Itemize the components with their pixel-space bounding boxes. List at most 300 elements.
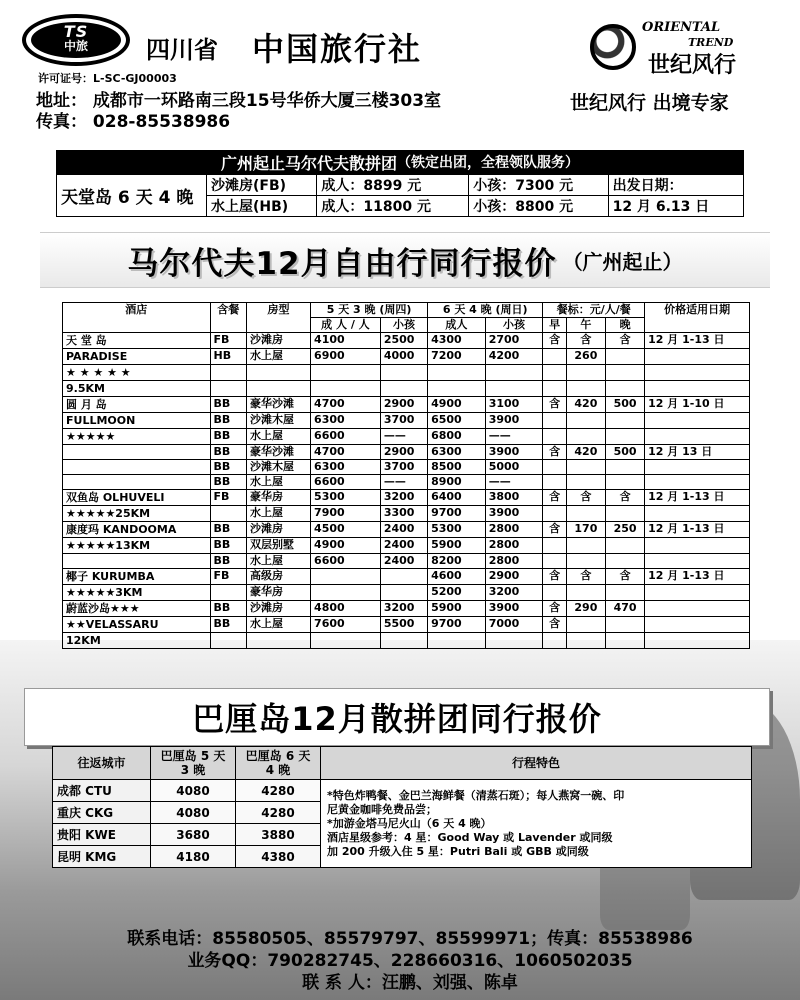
table-row [53,780,752,802]
cell-child-6d: 5000 [485,460,543,475]
cell-meal [210,633,246,649]
price-5d: 3680 [151,824,236,846]
col-valid: 价格适用日期 [645,303,750,333]
adult-price: 成人：8899 元 [317,175,469,196]
cell-child-6d: 7000 [485,617,543,633]
cell-adult-5d [311,381,381,397]
cell-lunch: 260 [566,349,605,365]
table-row [63,349,750,365]
feature-line: *特色炸鸭餐、金巴兰海鲜餐（清蒸石斑）；每人燕窝一碗、印 [327,788,625,802]
feature-line: 酒店星级参考：4 星：Good Way 或 Lavender 或同级 [327,830,613,844]
cell-room-type: 豪华房 [246,490,310,506]
price-6d: 4380 [236,846,321,868]
cell-lunch [566,506,605,522]
cell-adult-5d: 6600 [311,475,381,490]
cell-adult-6d: 4300 [428,333,486,349]
table-row [63,617,750,633]
child-price: 小孩：8800 元 [469,196,608,217]
table-header-row [53,747,752,780]
cell-dinner [605,429,644,445]
itinerary-features [321,780,752,868]
price-5d: 4080 [151,802,236,824]
cell-adult-5d: 6900 [311,349,381,365]
cell-hotel [63,460,211,475]
table-row [63,413,750,429]
table-row [63,475,750,490]
cell-adult-6d: 8900 [428,475,486,490]
cell-valid-dates [645,475,750,490]
cell-lunch [566,633,605,649]
cell-breakfast [543,475,567,490]
cell-valid-dates [645,554,750,569]
cell-room-type: 水上屋 [246,475,310,490]
cell-room-type: 沙滩房 [246,522,310,538]
cell-lunch [566,460,605,475]
price-5d: 4180 [151,846,236,868]
cell-lunch [566,554,605,569]
cell-adult-5d [311,633,381,649]
city: 重庆 CKG [53,802,151,824]
table-row [63,633,750,649]
cell-adult-5d: 6600 [311,554,381,569]
cell-child-6d: 2800 [485,554,543,569]
cell-adult-5d: 7900 [311,506,381,522]
cell-adult-6d [428,633,486,649]
cell-meal: BB [210,429,246,445]
cell-adult-6d: 5900 [428,538,486,554]
cell-lunch: 170 [566,522,605,538]
col-breakfast: 早 [543,318,567,333]
contact-phone: 联系电话：85580505、85579797、85599971；传真：85538986 [127,929,693,949]
table-row [57,175,744,196]
col-dinner: 晚 [605,318,644,333]
cell-child-6d: 3900 [485,506,543,522]
price-6d: 4280 [236,780,321,802]
cell-hotel: 天 堂 岛 [63,333,211,349]
col-child: 小孩 [380,318,427,333]
table-row [63,490,750,506]
cell-dinner [605,365,644,381]
cell-meal: BB [210,538,246,554]
cell-dinner [605,381,644,397]
cell-meal: BB [210,617,246,633]
cell-breakfast [543,460,567,475]
group-tour-subtitle: （铁定出团，全程领队服务） [397,155,579,171]
col-5d3n: 5 天 3 晚 (周四) [311,303,428,318]
cell-adult-5d: 4800 [311,601,381,617]
logo-en-2: TREND [688,36,734,49]
cell-dinner [605,633,644,649]
cell-breakfast [543,554,567,569]
cell-room-type [246,365,310,381]
feature-line: 加 200 升级入住 5 星：Putri Bali 或 GBB 或同级 [327,844,589,858]
cell-breakfast [543,633,567,649]
cell-valid-dates: 12 月 1-13 日 [645,490,750,506]
cell-child-5d [380,569,427,585]
cell-meal: FB [210,569,246,585]
cell-child-6d: 2800 [485,522,543,538]
cell-dinner [605,538,644,554]
cell-hotel: ★★VELASSARU [63,617,211,633]
cell-valid-dates [645,633,750,649]
city: 昆明 KMG [53,846,151,868]
cell-room-type [246,633,310,649]
cell-hotel: 12KM [63,633,211,649]
table-header-row [63,303,750,318]
group-tour-title-main: 广州起止马尔代夫散拼团 [220,153,397,173]
col-adult: 成 人 / 人 [311,318,381,333]
cell-hotel: ★★★★★13KM [63,538,211,554]
cell-adult-6d: 9700 [428,506,486,522]
cell-child-5d: 5500 [380,617,427,633]
cell-valid-dates [645,365,750,381]
child-price: 小孩：7300 元 [469,175,608,196]
cell-adult-5d [311,569,381,585]
table-row [63,445,750,460]
cell-adult-5d: 4700 [311,397,381,413]
cell-adult-5d: 4500 [311,522,381,538]
cell-room-type: 高级房 [246,569,310,585]
cell-meal: BB [210,445,246,460]
cell-adult-5d: 5300 [311,490,381,506]
cell-meal: BB [210,475,246,490]
logo-mark: TS [63,22,89,41]
cell-breakfast: 含 [543,617,567,633]
cell-child-6d [485,381,543,397]
table-row [63,333,750,349]
cell-lunch: 含 [566,333,605,349]
cell-valid-dates [645,349,750,365]
cell-room-type: 水上屋 [246,617,310,633]
maldives-banner-title: 马尔代夫12月自由行同行报价 [127,245,557,282]
cell-hotel: FULLMOON [63,413,211,429]
cell-meal: FB [210,490,246,506]
cell-child-5d: 3200 [380,490,427,506]
cell-adult-6d: 5900 [428,601,486,617]
cell-adult-5d [311,585,381,601]
cell-breakfast: 含 [543,445,567,460]
cell-adult-6d: 6800 [428,429,486,445]
cell-breakfast [543,429,567,445]
cell-meal: FB [210,333,246,349]
cell-valid-dates [645,429,750,445]
cell-hotel [63,445,211,460]
cell-room-type: 水上屋 [246,506,310,522]
cell-breakfast [543,365,567,381]
departure-label: 出发日期： [608,175,743,196]
cell-room-type: 双层别墅 [246,538,310,554]
cell-child-5d: 3300 [380,506,427,522]
cell-valid-dates [645,413,750,429]
table-row [63,601,750,617]
cell-lunch [566,538,605,554]
col-feature: 行程特色 [321,747,752,780]
col-meal-std: 餐标：元/人/餐 [543,303,645,318]
price-6d: 4280 [236,802,321,824]
cell-child-6d: 4200 [485,349,543,365]
cell-room-type [246,381,310,397]
table-row [63,460,750,475]
cell-adult-6d: 7200 [428,349,486,365]
cell-adult-6d [428,365,486,381]
cell-lunch: 含 [566,490,605,506]
col-lunch: 午 [566,318,605,333]
cell-valid-dates: 12 月 1-10 日 [645,397,750,413]
cell-hotel: ★★★★★ [63,429,211,445]
bali-price-table [52,746,752,868]
cell-dinner: 500 [605,397,644,413]
cell-child-6d [485,365,543,381]
cell-lunch [566,365,605,381]
cell-adult-6d: 6400 [428,490,486,506]
cell-dinner: 500 [605,445,644,460]
contact-qq: 业务QQ：790282745、228660316、1060502035 [187,951,633,971]
cell-hotel [63,554,211,569]
cell-child-6d: 3900 [485,413,543,429]
cell-valid-dates [645,460,750,475]
cell-child-5d: 3200 [380,601,427,617]
price-5d: 4080 [151,780,236,802]
table-row [63,365,750,381]
cell-lunch [566,617,605,633]
cell-dinner [605,349,644,365]
room-type: 水上屋(HB) [207,196,317,217]
cell-room-type: 豪华沙滩 [246,445,310,460]
cell-hotel: ★★★★★3KM [63,585,211,601]
col-hotel: 酒店 [63,303,211,333]
cell-lunch: 290 [566,601,605,617]
cell-hotel: 椰子 KURUMBA [63,569,211,585]
cell-valid-dates [645,506,750,522]
cell-valid-dates [645,538,750,554]
cell-room-type: 水上屋 [246,554,310,569]
cell-hotel: 圆 月 岛 [63,397,211,413]
agency-name: 中国旅行社 [252,30,423,68]
departure-date: 12 月 6.13 日 [608,196,743,217]
slogan: 世纪风行 出境专家 [570,92,729,114]
cell-dinner [605,460,644,475]
province: 四川省 [146,36,218,64]
cell-adult-5d: 6300 [311,413,381,429]
fax: 传真： 028-85538986 [36,112,231,132]
cell-adult-5d: 4100 [311,333,381,349]
cell-child-6d: 3900 [485,601,543,617]
feature-line: *加游金塔马尼火山（6 天 4 晚） [327,816,492,830]
col-meal: 含餐 [210,303,246,333]
cell-valid-dates [645,617,750,633]
cell-room-type: 豪华沙滩 [246,397,310,413]
col-child: 小孩 [485,318,543,333]
cell-breakfast: 含 [543,522,567,538]
cell-adult-6d: 9700 [428,617,486,633]
logo-text: 中旅 [63,39,88,53]
cell-child-5d: 4000 [380,349,427,365]
cell-meal [210,506,246,522]
cell-dinner: 含 [605,569,644,585]
cell-dinner [605,585,644,601]
bali-banner-title: 巴厘岛12月散拼团同行报价 [192,700,602,738]
globe-icon [590,24,636,70]
cell-dinner [605,617,644,633]
cell-dinner [605,506,644,522]
cell-child-6d: 3200 [485,585,543,601]
cell-meal: BB [210,601,246,617]
cell-hotel: 双鱼岛 OLHUVELI [63,490,211,506]
cell-child-5d: 3700 [380,413,427,429]
cell-meal: BB [210,522,246,538]
cell-room-type: 豪华房 [246,585,310,601]
table-row [63,397,750,413]
cell-dinner: 含 [605,490,644,506]
table-row [63,538,750,554]
cell-adult-5d: 7600 [311,617,381,633]
cell-breakfast [543,349,567,365]
col-5d3n: 巴厘岛 5 天 3 晚 [151,747,236,780]
adult-price: 成人：11800 元 [317,196,469,217]
cell-meal [210,585,246,601]
cell-meal: BB [210,554,246,569]
cell-child-5d: 3700 [380,460,427,475]
cell-valid-dates: 12 月 13 日 [645,445,750,460]
cell-breakfast: 含 [543,601,567,617]
cell-child-6d: 2800 [485,538,543,554]
cell-adult-6d: 4900 [428,397,486,413]
cell-child-6d: 3100 [485,397,543,413]
cell-valid-dates [645,585,750,601]
cell-meal: BB [210,460,246,475]
cell-hotel: 蔚蓝沙岛★★★ [63,601,211,617]
cell-adult-6d: 8200 [428,554,486,569]
col-adult: 成人 [428,318,486,333]
cell-valid-dates: 12 月 1-13 日 [645,569,750,585]
cell-adult-5d: 6600 [311,429,381,445]
group-tour-table [56,174,744,217]
cell-dinner [605,413,644,429]
cell-child-5d [380,633,427,649]
cell-breakfast [543,413,567,429]
cell-meal: HB [210,349,246,365]
cell-valid-dates [645,381,750,397]
room-type: 沙滩房(FB) [207,175,317,196]
cell-dinner [605,554,644,569]
cell-lunch [566,381,605,397]
cell-child-5d [380,381,427,397]
cell-lunch [566,585,605,601]
cell-hotel: ★★★★★25KM [63,506,211,522]
cell-room-type: 沙滩木屋 [246,460,310,475]
table-row [63,381,750,397]
agency-logo [22,14,130,66]
contact-people: 联 系 人：汪鹏、刘强、陈卓 [302,973,518,993]
group-tour-title [56,150,744,174]
cell-valid-dates: 12 月 1-13 日 [645,333,750,349]
cell-child-6d: 2700 [485,333,543,349]
cell-meal: BB [210,397,246,413]
table-row [63,506,750,522]
cell-child-6d: 3900 [485,445,543,460]
cell-breakfast [543,506,567,522]
cell-lunch: 含 [566,569,605,585]
cell-adult-6d: 6500 [428,413,486,429]
cell-child-5d: 2400 [380,522,427,538]
cell-adult-5d: 6300 [311,460,381,475]
cell-room-type: 沙滩房 [246,333,310,349]
contact-info [60,928,760,994]
cell-adult-6d [428,381,486,397]
logo-cn: 世纪风行 [648,52,737,78]
cell-room-type: 水上屋 [246,349,310,365]
cell-room-type: 沙滩木屋 [246,413,310,429]
logo-en-1: ORIENTAL [642,20,721,35]
cell-dinner [605,475,644,490]
cell-meal: BB [210,413,246,429]
col-city: 往返城市 [53,747,151,780]
cell-adult-6d: 5200 [428,585,486,601]
cell-dinner: 470 [605,601,644,617]
cell-child-5d: —— [380,429,427,445]
cell-child-6d: —— [485,429,543,445]
cell-dinner: 250 [605,522,644,538]
cell-breakfast: 含 [543,490,567,506]
cell-lunch: 420 [566,397,605,413]
cell-adult-6d: 8500 [428,460,486,475]
cell-hotel: PARADISE [63,349,211,365]
cell-child-6d [485,633,543,649]
table-row [63,569,750,585]
table-row [63,429,750,445]
cell-breakfast: 含 [543,569,567,585]
cell-lunch [566,413,605,429]
cell-child-5d [380,365,427,381]
oriental-trend-logo [590,20,780,80]
cell-adult-5d: 4700 [311,445,381,460]
cell-hotel: ★ ★ ★ ★ ★ [63,365,211,381]
cell-child-5d: 2900 [380,397,427,413]
city: 贵阳 KWE [53,824,151,846]
cell-hotel [63,475,211,490]
license-number: 许可证号：L-SC-GJ00003 [38,72,177,85]
col-room: 房型 [246,303,310,333]
bali-banner [24,688,770,746]
maldives-banner-paren: （广州起止） [562,249,683,274]
maldives-banner [40,232,770,288]
cell-child-6d: —— [485,475,543,490]
cell-child-6d: 3800 [485,490,543,506]
table-row [63,554,750,569]
cell-room-type: 沙滩房 [246,601,310,617]
cell-breakfast [543,585,567,601]
cell-lunch [566,429,605,445]
cell-room-type: 水上屋 [246,429,310,445]
col-6d4n: 巴厘岛 6 天 4 晚 [236,747,321,780]
cell-child-5d [380,585,427,601]
cell-dinner: 含 [605,333,644,349]
cell-child-5d: 2400 [380,538,427,554]
cell-breakfast [543,538,567,554]
address: 地址： 成都市一环路南三段15号华侨大厦三楼303室 [36,91,442,111]
cell-child-5d: —— [380,475,427,490]
cell-adult-6d: 5300 [428,522,486,538]
feature-line: 尼黄金咖啡免费品尝； [327,802,437,816]
cell-child-6d: 2900 [485,569,543,585]
cell-child-5d: 2400 [380,554,427,569]
cell-adult-5d [311,365,381,381]
cell-breakfast: 含 [543,333,567,349]
cell-adult-6d: 6300 [428,445,486,460]
col-6d4n: 6 天 4 晚 (周日) [428,303,543,318]
table-row [63,522,750,538]
cell-hotel: 康度玛 KANDOOMA [63,522,211,538]
